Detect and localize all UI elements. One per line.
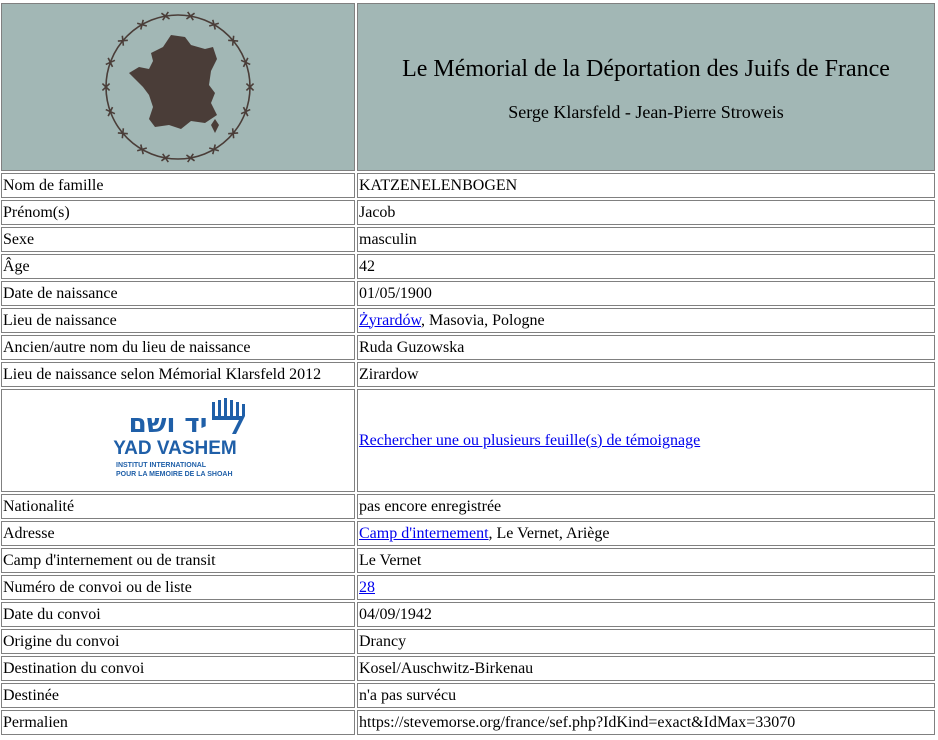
- yad-vashem-row: [1, 389, 935, 492]
- yad-vashem-logo: [108, 396, 248, 486]
- row-label: Date du convoi: [1, 602, 355, 627]
- address-link[interactable]: Camp d'internement: [359, 524, 489, 542]
- row-label: Destinée: [1, 683, 355, 708]
- yad-line1-text: INSTITUT INTERNATIONAL: [116, 461, 207, 469]
- row-label: Lieu de naissance selon Mémorial Klarsfeld 2012: [1, 362, 355, 387]
- row-label: Âge: [1, 254, 355, 279]
- birthplace-link[interactable]: Żyrardów: [359, 311, 422, 329]
- row-value: 04/09/1942: [357, 602, 935, 627]
- row-label: Adresse: [1, 521, 355, 546]
- table-row: [1, 521, 935, 546]
- row-value: Jacob: [357, 200, 935, 225]
- convoy-number-link[interactable]: 28: [359, 578, 375, 596]
- memorial-record-table: [0, 1, 937, 737]
- france-map-barbed-wire-icon: [93, 7, 263, 167]
- row-value: 01/05/1900: [357, 281, 935, 306]
- yad-line2-text: POUR LA MEMOIRE DE LA SHOAH: [116, 470, 233, 478]
- title-cell: [357, 3, 935, 171]
- row-value: [357, 521, 935, 546]
- table-row: [1, 710, 935, 735]
- row-value: n'a pas survécu: [357, 683, 935, 708]
- row-label: Numéro de convoi ou de liste: [1, 575, 355, 600]
- testimony-cell: [357, 389, 935, 492]
- table-row: [1, 227, 935, 252]
- row-value: Kosel/Auschwitz-Birkenau: [357, 656, 935, 681]
- yad-hebrew-text: יד ושם: [128, 408, 208, 439]
- row-label: Destination du convoi: [1, 656, 355, 681]
- table-row: [1, 281, 935, 306]
- row-value: Drancy: [357, 629, 935, 654]
- table-row: [1, 335, 935, 360]
- row-value: Le Vernet: [357, 548, 935, 573]
- page-title: Le Mémorial de la Déportation des Juifs de France: [402, 56, 890, 82]
- table-row: [1, 362, 935, 387]
- table-row: [1, 629, 935, 654]
- row-label: Nationalité: [1, 494, 355, 519]
- row-label: Lieu de naissance: [1, 308, 355, 333]
- testimony-search-link[interactable]: Rechercher une ou plusieurs feuille(s) de témoignage: [359, 431, 701, 449]
- row-label: Nom de famille: [1, 173, 355, 198]
- row-label: Camp d'internement ou de transit: [1, 548, 355, 573]
- row-value: [357, 308, 935, 333]
- row-value: [357, 575, 935, 600]
- row-label: Sexe: [1, 227, 355, 252]
- table-row: [1, 254, 935, 279]
- yad-name-text: YAD VASHEM: [113, 437, 237, 459]
- table-row: [1, 683, 935, 708]
- table-row: [1, 548, 935, 573]
- row-label: Ancien/autre nom du lieu de naissance: [1, 335, 355, 360]
- row-label: Date de naissance: [1, 281, 355, 306]
- row-label: Prénom(s): [1, 200, 355, 225]
- row-value: 42: [357, 254, 935, 279]
- row-value: Zirardow: [357, 362, 935, 387]
- row-value: Ruda Guzowska: [357, 335, 935, 360]
- row-label: Permalien: [1, 710, 355, 735]
- birthplace-rest: , Masovia, Pologne: [421, 311, 545, 329]
- row-label: Origine du convoi: [1, 629, 355, 654]
- permalink-value[interactable]: https://stevemorse.org/france/sef.php?IdKind=exact&IdMax=33070: [357, 710, 935, 735]
- table-row: [1, 602, 935, 627]
- page-subtitle: Serge Klarsfeld - Jean-Pierre Stroweis: [508, 102, 784, 122]
- table-row: [1, 200, 935, 225]
- yad-vashem-logo-cell: [1, 389, 355, 492]
- header-row: [1, 3, 935, 171]
- logo-cell: [1, 3, 355, 171]
- row-value: masculin: [357, 227, 935, 252]
- row-value: pas encore enregistrée: [357, 494, 935, 519]
- table-row: [1, 173, 935, 198]
- address-rest: , Le Vernet, Ariège: [488, 524, 610, 542]
- table-row: [1, 494, 935, 519]
- table-row: [1, 656, 935, 681]
- table-row: [1, 575, 935, 600]
- row-value: KATZENELENBOGEN: [357, 173, 935, 198]
- table-row: [1, 308, 935, 333]
